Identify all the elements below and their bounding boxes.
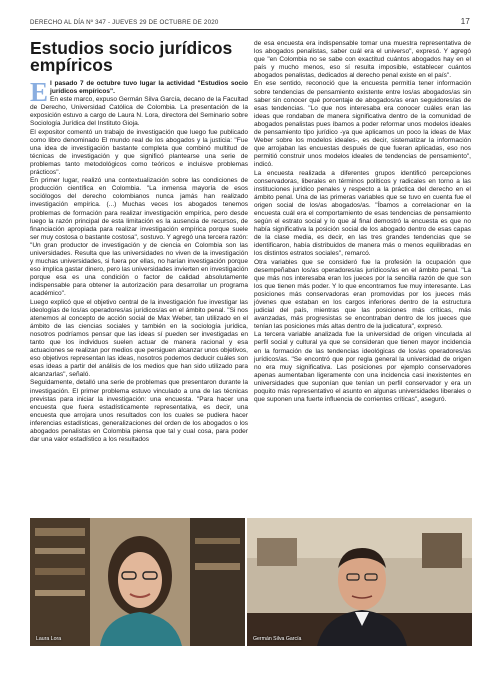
man-portrait-illustration [247, 518, 472, 646]
photo-german-silva-garcia [247, 518, 472, 646]
left-column [30, 77, 248, 444]
page-number: 17 [460, 17, 470, 26]
paragraph: de esa encuesta era indispensable tomar una muestra representativa de los abogados penalistas, saber cuál era el universo", expresó. Y agregó que "en Colombia no se sabe con exactitud cuántos abogados hay en el país y mucho menos, eso sí resulta imposible, establecer cuántos abogados penalistas, dedicados al derecho penal existe en el país". [254, 40, 471, 80]
lead-text: l pasado 7 de octubre tuvo lugar la actividad "Estudios socio jurídicos empíricos". [50, 80, 248, 96]
paragraph: En primer lugar, realizó una contextualización sobre las condiciones de producción científica en Colombia. "La inmensa mayoría de esos sociólogos del derecho colombianos nunca jamás han realizado investigación empírica. (...) Muchas veces los abogados tenemos problemas de formación para realizar investigación empírica, pero desde luego la razón principal de esta limitación es la ausencia de recursos, de financiación apropiada para realizar investigación empírica porque suele ser muy costosa o bastante costosa", sostuvo. Y agregó una tercera razón: "Un gran productor de investigación y de ciencia en Colombia son las universidades. Resulta que las universidades no viven de la investigación y muchas universidades, si fuera por ellas, no harían investigación porque eso implica gastar dinero, pero las universidades invierten en investigación porque esa es una condición o factor de calidad absolutamente indispensable para obtener la autorización para desarrollar un programa académico". [30, 177, 248, 298]
lead-paragraph [30, 77, 248, 107]
drop-cap: E [30, 77, 49, 107]
paragraph: La tercera variable analizada fue la universidad de origen vinculada al perfil social y cultural ya que se consideran que tienen mayor incidencia en la formación de las tendencias ideológicas de los/as operadores/as jurídicos/as. "Se encontró que por regla general la universidad de origen no era muy significativa. Las posiciones por ejemplo conservadores apenas aumentaban ligeramente con una incidencia casi inexistentes en universidades que suponían que tenían un perfil conservador y era un poquito más representativo el asunto en algunas universidades liberales o que suponen una fuerte influencia de corrientes críticas", aseguró. [254, 331, 471, 404]
article-title: Estudios socio jurídicos empíricos [30, 38, 233, 75]
paragraph: Otra variables que se consideró fue la profesión la ocupación que desempeñaban los/as operadores/as jurídicos/as en el ámbito penal. "La que más nos interesaba eran los jueces por la sencilla razón de que son los que tienen más poder. Y lo que encontramos fue muy interesante. Las posiciones más conservadoras eran promovidas por los jueces más jóvenes que estaban en los cargos inferiores dentro de la estructura judicial del país, mientras que las posiciones más críticas, más avanzadas, más progresistas se encontraban dentro de los jueces que tenían las posiciones más altas dentro de la judicatura", expresó. [254, 258, 471, 331]
paragraph: En este marco, expuso Germán Silva García, decano de la Facultad de Derecho, Universidad Católica de Colombia. La presentación de la exposición estuvo a cargo de Laura N. Lora, directora del Seminario sobre Sociología Jurídica del Instituto Gioja. [30, 96, 248, 128]
photo-caption: Laura Lora [36, 636, 62, 642]
issue-label: DERECHO AL DÍA Nº 347 - JUEVES 29 DE OCTUBRE DE 2020 [30, 19, 219, 26]
woman-portrait-illustration [30, 518, 245, 646]
paragraph: La encuesta realizada a diferentes grupos identificó percepciones conservadoras, liberales en términos políticos y radicales en torno a las instituciones jurídico penales y respecto a la práctica del derecho en el ámbito penal. Una de las primeras variables que se tuvo en cuenta fue el origen social de los/as abogados/as. "Íbamos a correlacionar en la encuesta cuál era el comportamiento de esas tendencias de pensamiento según el estrato social y lo que al final demostró la encuesta es que no había significativa la posición social de los abogado dentro de esas capas de la clase media, es decir, en las tres grandes tendencias que se identificaron, había distribuidos de manera más o menos equilibradas en los distintos estratos sociales", remarcó. [254, 169, 471, 258]
paragraph: El expositor comentó un trabajo de investigación que luego fue publicado como libro denominado El mundo real de los abogados y la justicia: "Fue una idea de investigación bastante completa que combinó multitud de técnicas de investigación y que significó plantearse una serie de problemas tanto metodológicos como teóricos e incluisve problemas prácticos". [30, 128, 248, 177]
paragraph: Luego explicó que el objetivo central de la investigación fue investigar las ideologías de los/as operadores/as jurídicos/as en el ámbito penal. "Si nos atenemos al concepto de acción social de Max Weber, tan utilizado en el ámbito de las ciencias sociales y también en la sociología jurídica, nosotros podríamos pensar que las ideas sí pueden ser investigadas en tanto que los individuos suelen actuar de manera racional y esa actuaciones se realizan por medios que persiguen alcanzar unos objetivos, eso objetivos representan las ideas, nosotros podemos deducir cuáles son esas ideas a partir del análisis de los medios que han sido utilizado para alcanzarlas", señaló. [30, 298, 248, 379]
paragraph: En ese sentido, reconoció que la encuesta permitía tener información sobre tendencias de pensamiento existente entre los/as abogados/as sin saber sin conocer qué porcentaje de abogados/as eran seguidores/as de esas tendencias. "Lo que nos interesaba era conocer cuáles eran las ideas que rondaban de manera significativa dentro de la comunidad de abogados penalistas pues íbamos a poder reformar unos modelos ideales de pensamiento tipo jurídico -ya que aplicamos un poco la ideas de Max Weber sobre los modelos ideales-, es decir, sistematizar la información que arrojaban las encuestas después de que fueran aplicadas, eso nos permitió construir unos modelos ideales de tendencias de pensamiento", indicó. [254, 80, 471, 169]
photo-laura-lora [30, 518, 245, 646]
right-column [254, 40, 471, 404]
paragraph: Seguidamente, detalló una serie de problemas que presentaron durante la investigación. El primer problema estuvo vinculado a una de las técnicas previstas para iniciar la investigación: una encuesta. "Para hacer una encuesta que fuera estadísticamente representativa, es decir, una encuesta que arrojara unos resultados con los cuales se pudiera hacer inferencias estadísticas, generalizaciones del orden de los abogados o los abogados penalistas en Colombia piensa que tal y cual cosa, para poder dar una valor estadístico a los resultados [30, 379, 248, 444]
page-header [30, 17, 470, 30]
photo-caption: Germán Silva García [253, 636, 302, 642]
